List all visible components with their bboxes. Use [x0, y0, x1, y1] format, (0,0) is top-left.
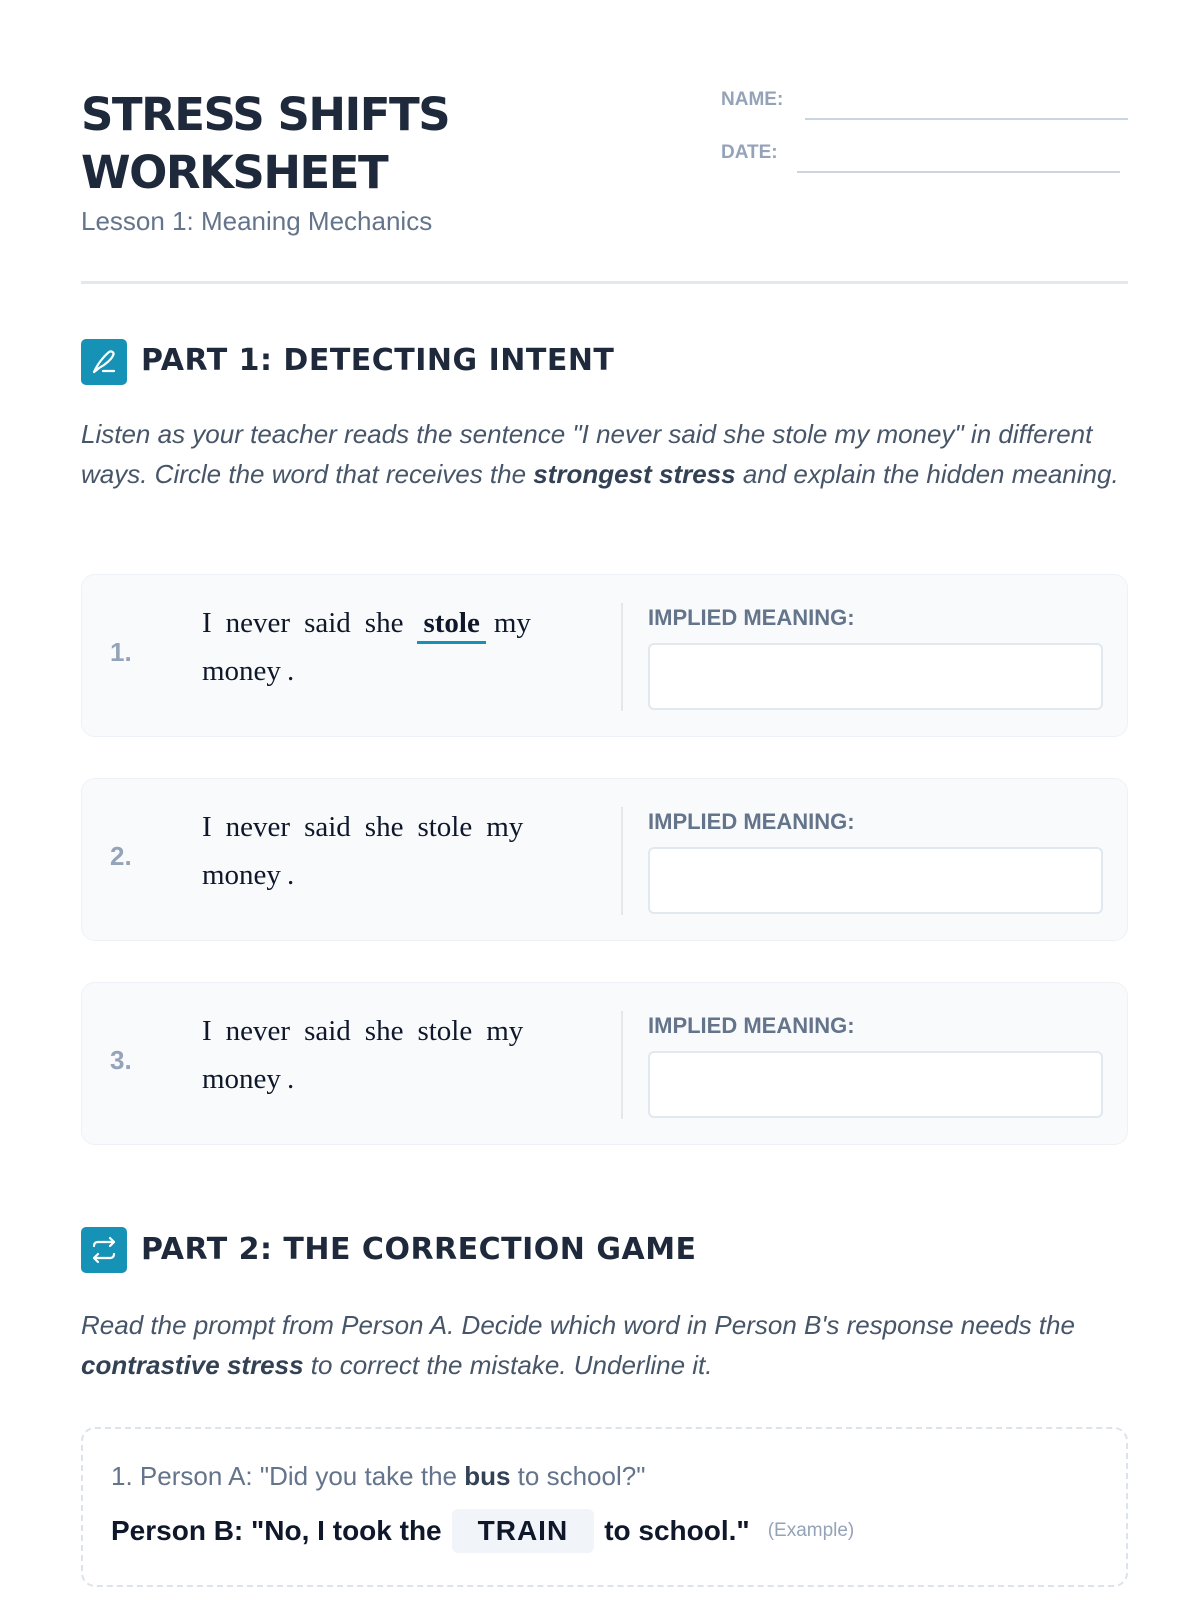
- word[interactable]: money: [202, 859, 281, 891]
- pen-icon: [81, 339, 127, 385]
- part2-instructions-text: Read the prompt from Person A. Decide which word in Person B's response needs the: [81, 1310, 1075, 1340]
- worksheet-title: [81, 86, 449, 202]
- word[interactable]: my: [493, 607, 531, 639]
- person-a-prompt: [111, 1461, 645, 1492]
- example-tag: (Example): [767, 1520, 855, 1541]
- implied-meaning-field[interactable]: [648, 643, 1103, 710]
- word[interactable]: stole: [417, 811, 473, 843]
- implied-meaning-field[interactable]: [648, 847, 1103, 914]
- period: .: [286, 655, 295, 687]
- person-a-text: 1. Person A: "Did you take the: [111, 1461, 465, 1491]
- part1-instructions: [81, 414, 1131, 494]
- part2-instructions: [81, 1305, 1131, 1385]
- person-b-text: Person B: "No, I took the: [111, 1515, 442, 1546]
- word[interactable]: I: [202, 811, 212, 843]
- part2-title: PART 2: THE CORRECTION GAME: [141, 1232, 697, 1267]
- sentence: [202, 803, 572, 899]
- question-card-2: [81, 778, 1128, 941]
- card-divider: [621, 603, 623, 711]
- date-label: DATE:: [721, 142, 778, 163]
- word[interactable]: never: [225, 607, 291, 639]
- period: .: [286, 1063, 295, 1095]
- stressed-word[interactable]: stole: [417, 605, 485, 644]
- word[interactable]: said: [304, 811, 351, 843]
- word[interactable]: never: [225, 1015, 291, 1047]
- question-card-3: [81, 982, 1128, 1145]
- question-number: 1.: [110, 637, 132, 667]
- word[interactable]: I: [202, 1015, 212, 1047]
- part2-instructions-tail: to correct the mistake. Underline it.: [303, 1350, 713, 1380]
- sentence: [202, 1007, 572, 1103]
- implied-meaning-label: IMPLIED MEANING:: [648, 1013, 855, 1038]
- part1-instructions-tail: and explain the hidden meaning.: [735, 459, 1119, 489]
- part1-title: PART 1: DETECTING INTENT: [141, 343, 615, 378]
- word[interactable]: she: [364, 607, 404, 639]
- word[interactable]: stole: [417, 1015, 473, 1047]
- sentence: [202, 599, 572, 695]
- implied-meaning-field[interactable]: [648, 1051, 1103, 1118]
- stressed-word-pill[interactable]: TRAIN: [452, 1509, 595, 1553]
- title-line-2: WORKSHEET: [81, 146, 388, 199]
- name-label: NAME:: [721, 89, 784, 110]
- word[interactable]: I: [202, 607, 212, 639]
- word[interactable]: money: [202, 1063, 281, 1095]
- card-divider: [621, 807, 623, 915]
- lesson-subtitle: Lesson 1: Meaning Mechanics: [81, 206, 433, 236]
- example-box: [81, 1427, 1128, 1587]
- swap-arrows-icon: [81, 1227, 127, 1273]
- implied-meaning-label: IMPLIED MEANING:: [648, 809, 855, 834]
- person-b-text-tail: to school.": [604, 1515, 750, 1546]
- word[interactable]: she: [364, 811, 404, 843]
- word[interactable]: she: [364, 1015, 404, 1047]
- word[interactable]: said: [304, 1015, 351, 1047]
- date-field[interactable]: [797, 171, 1120, 173]
- card-divider: [621, 1011, 623, 1119]
- word[interactable]: my: [486, 1015, 524, 1047]
- period: .: [286, 859, 295, 891]
- title-line-1: STRESS SHIFTS: [81, 88, 450, 141]
- question-number: 2.: [110, 841, 132, 871]
- word[interactable]: money: [202, 655, 281, 687]
- part2-instructions-emphasis: contrastive stress: [81, 1350, 304, 1380]
- question-number: 3.: [110, 1045, 132, 1075]
- part1-instructions-text: Listen as your teacher reads the sentence "I never said she stole my money" in different ways. Circle the word that receives the: [81, 419, 1093, 489]
- person-a-bold-word: bus: [464, 1461, 511, 1491]
- implied-meaning-label: IMPLIED MEANING:: [648, 605, 855, 630]
- name-field[interactable]: [805, 118, 1128, 120]
- header-divider: [81, 281, 1128, 284]
- part1-instructions-emphasis: strongest stress: [533, 459, 736, 489]
- word[interactable]: never: [225, 811, 291, 843]
- word[interactable]: said: [304, 607, 351, 639]
- person-a-text-tail: to school?": [510, 1461, 646, 1491]
- question-card-1: [81, 574, 1128, 737]
- person-b-response: [111, 1509, 854, 1553]
- word[interactable]: my: [486, 811, 524, 843]
